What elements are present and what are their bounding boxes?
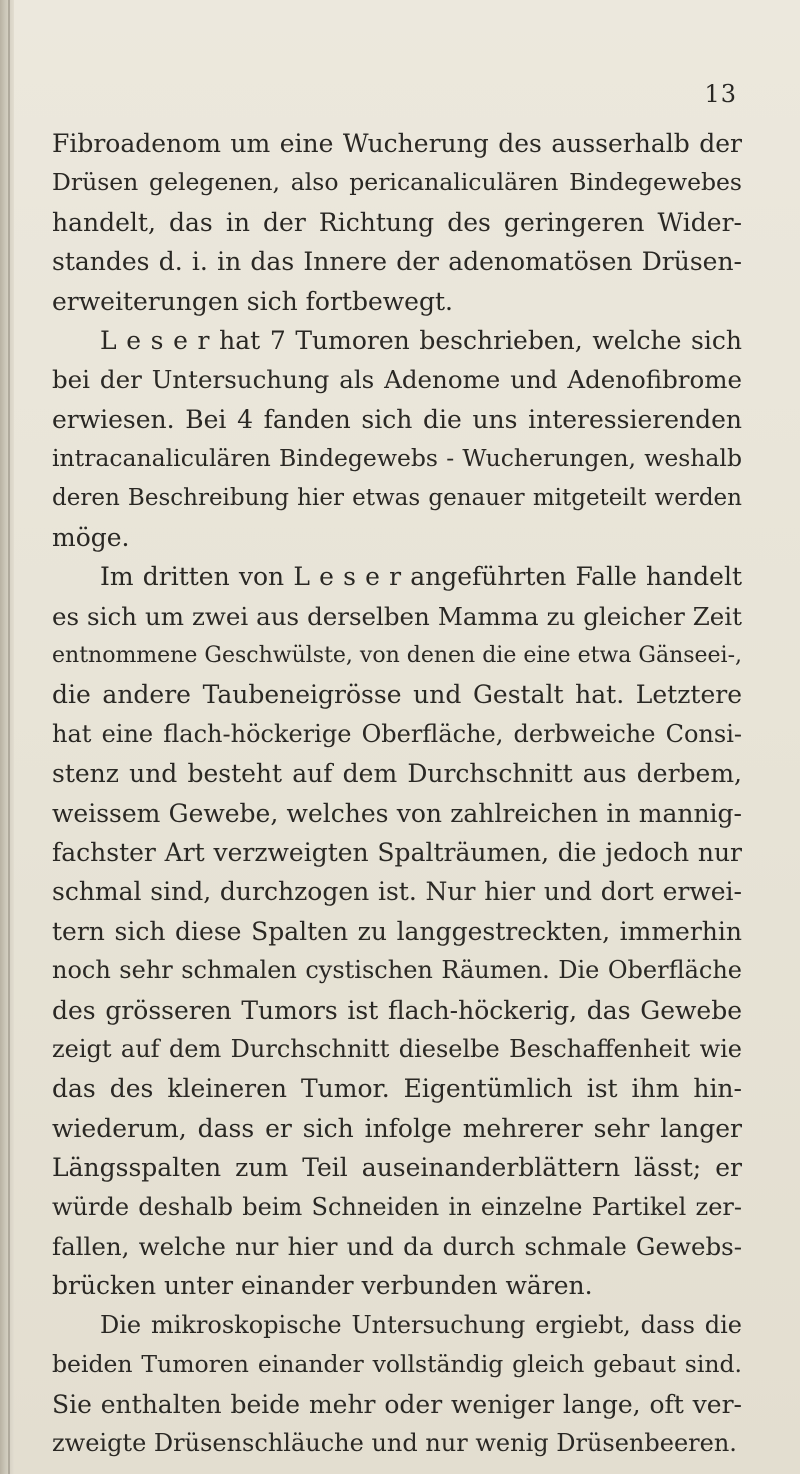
text-line: des grösseren Tumors ist flach-höckerig, das Gewebe [52, 995, 742, 1025]
text-line: möge. [52, 522, 130, 552]
text-line: weissem Gewebe, welches von zahlreichen in mannig- [52, 798, 742, 828]
text-line: Längsspalten zum Teil auseinanderblättern lässt; er [52, 1153, 742, 1183]
text-line: stenz und besteht auf dem Durchschnitt aus derbem, [52, 759, 742, 789]
spine-edge-line [8, 0, 10, 1474]
text-line: Die mikroskopische Untersuchung ergiebt, dass die [100, 1310, 742, 1339]
text-line: beiden Tumoren einander vollständig gleich gebaut sind. [52, 1350, 742, 1379]
text-line: die andere Taubeneigrösse und Gestalt hat. Letztere [52, 680, 742, 710]
text-line: es sich um zwei aus derselben Mamma zu gleicher Zeit [52, 601, 742, 631]
text-line: würde deshalb beim Schneiden in einzelne Partikel zer- [52, 1192, 742, 1221]
body-text [52, 124, 742, 1463]
text-line: tern sich diese Spalten zu langgestreckten, immerhin [52, 916, 742, 946]
text-line: Fibroadenom um eine Wucherung des ausserhalb der [52, 129, 742, 158]
text-line: noch sehr schmalen cystischen Räumen. Die Oberfläche [52, 956, 742, 985]
text-line: schmal sind, durchzogen ist. Nur hier und dort erwei- [52, 877, 742, 907]
text-line: fallen, welche nur hier und da durch schmale Gewebs- [52, 1231, 742, 1261]
text-line: fachster Art verzweigten Spalträumen, die jedoch nur [52, 838, 742, 868]
text-line: Im dritten von L e s e r angeführten Falle handelt [100, 562, 742, 592]
text-line: standes d. i. in das Innere der adenomatösen Drüsen- [52, 247, 742, 277]
text-line: zweigte Drüsenschläuche und nur wenig Drüsenbeeren. [52, 1428, 737, 1457]
text-line: L e s e r hat 7 Tumoren beschrieben, welche sich [100, 325, 742, 355]
text-line: erwiesen. Bei 4 fanden sich die uns interessierenden [52, 404, 742, 434]
text-line: deren Beschreibung hier etwas genauer mitgeteilt werden [52, 484, 742, 511]
text-line: zeigt auf dem Durchschnitt dieselbe Beschaffenheit wie [52, 1034, 742, 1063]
text-line: entnommene Geschwülste, von denen die eine etwa Gänseei-, [52, 643, 742, 669]
text-line: handelt, das in der Richtung des geringeren Wider- [52, 207, 742, 237]
text-line: wiederum, dass er sich infolge mehrerer sehr langer [52, 1113, 742, 1143]
page-number: 13 [704, 80, 737, 108]
text-line: hat eine flach-höckerige Oberfläche, derbweiche Consi- [52, 719, 742, 748]
text-line: bei der Untersuchung als Adenome und Adenofibrome [52, 365, 742, 395]
text-line: Drüsen gelegenen, also pericanaliculären Bindegewebes [52, 168, 742, 197]
text-line: erweiterungen sich fortbewegt. [52, 286, 453, 316]
text-line: das des kleineren Tumor. Eigentümlich ist ihm hin- [52, 1074, 742, 1104]
book-spine-shadow [0, 0, 14, 1474]
text-line: brücken unter einander verbunden wären. [52, 1271, 593, 1301]
text-line: intracanaliculären Bindegewebs - Wucherungen, weshalb [52, 444, 742, 473]
text-line: Sie enthalten beide mehr oder weniger lange, oft ver- [52, 1389, 742, 1419]
